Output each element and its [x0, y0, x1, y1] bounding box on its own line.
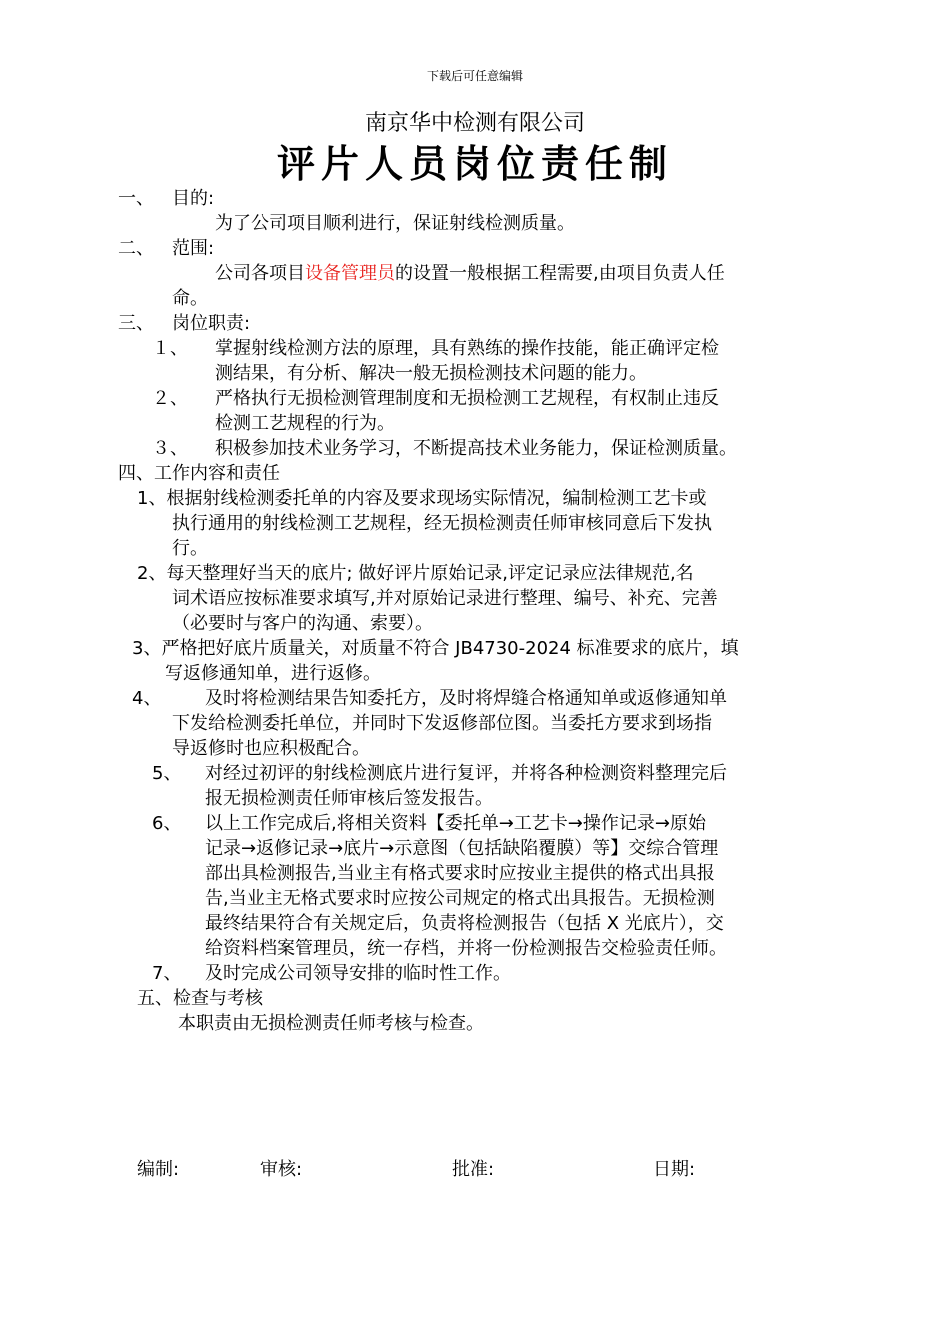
section-1-text: 为了公司项目顺利进行，保证射线检测质量。	[215, 213, 575, 234]
duty-1-number: １、	[152, 338, 188, 359]
work-4-number: 4、	[132, 688, 162, 709]
work-7-number: 7、	[152, 963, 182, 984]
work-1-line3: 行。	[172, 538, 208, 559]
work-5-number: 5、	[152, 763, 182, 784]
reviewed-by-label: 审核:	[260, 1159, 303, 1180]
section-2-text	[215, 262, 725, 286]
work-4-line2: 下发给检测委托单位，并同时下发返修部位图。当委托方要求到场指	[172, 713, 712, 734]
compiled-by-label: 编制:	[137, 1159, 180, 1180]
work-1-line2: 执行通用的射线检测工艺规程，经无损检测责任师审核同意后下发执	[172, 513, 712, 534]
section-1-heading: 目的:	[172, 188, 215, 209]
section-1-number: 一、	[118, 188, 154, 209]
work-3-line2: 写返修通知单，进行返修。	[165, 663, 381, 684]
duty-2-number: ２、	[152, 388, 188, 409]
work-2-line1: 2、每天整理好当天的底片; 做好评片原始记录,评定记录应法律规范,名	[137, 563, 694, 584]
approved-by-label: 批准:	[452, 1159, 495, 1180]
section-2-text-after: 的设置一般根据工程需要,由项目负责人任	[395, 263, 725, 284]
section-3-heading: 岗位职责:	[172, 313, 251, 334]
duty-3-line1: 积极参加技术业务学习，不断提高技术业务能力，保证检测质量。	[215, 438, 737, 459]
work-6-number: 6、	[152, 813, 182, 834]
section-4-heading: 四、工作内容和责任	[118, 463, 280, 484]
document-title: 评片人员岗位责任制	[276, 141, 673, 186]
section-5-heading: 五、检查与考核	[137, 988, 263, 1009]
work-5-line1: 对经过初评的射线检测底片进行复评，并将各种检测资料整理完后	[205, 763, 727, 784]
work-6-line1: 以上工作完成后,将相关资料【委托单→工艺卡→操作记录→原始	[205, 813, 706, 834]
duty-3-number: ３、	[152, 438, 188, 459]
work-2-line2: 词术语应按标准要求填写,并对原始记录进行整理、编号、补充、完善	[172, 588, 718, 609]
section-2-number: 二、	[118, 238, 154, 259]
section-2-text-before: 公司各项目	[215, 263, 305, 284]
work-3-line1: 3、严格把好底片质量关，对质量不符合 JB4730-2024 标准要求的底片，填	[132, 638, 739, 659]
work-4-line3: 导返修时也应积极配合。	[172, 738, 370, 759]
duty-2-line2: 检测工艺规程的行为。	[215, 413, 395, 434]
work-4-line1: 及时将检测结果告知委托方，及时将焊缝合格通知单或返修通知单	[205, 688, 727, 709]
duty-1-line2: 测结果，有分析、解决一般无损检测技术问题的能力。	[215, 363, 647, 384]
duty-2-line1: 严格执行无损检测管理制度和无损检测工艺规程，有权制止违反	[215, 388, 719, 409]
work-6-line5: 最终结果符合有关规定后，负责将检测报告（包括 X 光底片），交	[205, 913, 724, 934]
section-2-text-line2: 命。	[172, 288, 208, 309]
equipment-manager-highlight: 设备管理员	[305, 263, 395, 284]
work-2-line3: （必要时与客户的沟通、索要）。	[172, 613, 433, 634]
header-note: 下载后可任意编辑	[426, 69, 523, 83]
section-5-text: 本职责由无损检测责任师考核与检查。	[178, 1013, 484, 1034]
work-6-line3: 部出具检测报告,当业主有格式要求时应按业主提供的格式出具报	[205, 863, 715, 884]
company-name: 南京华中检测有限公司	[364, 111, 585, 136]
work-6-line6: 给资料档案管理员，统一存档，并将一份检测报告交检验责任师。	[205, 938, 727, 959]
section-3-number: 三、	[118, 313, 154, 334]
work-5-line2: 报无损检测责任师审核后签发报告。	[205, 788, 493, 809]
duty-1-line1: 掌握射线检测方法的原理，具有熟练的操作技能，能正确评定检	[215, 338, 719, 359]
work-1-line1: 1、根据射线检测委托单的内容及要求现场实际情况，编制检测工艺卡或	[137, 488, 707, 509]
date-label: 日期:	[653, 1159, 696, 1180]
section-2-heading: 范围:	[172, 238, 215, 259]
work-7-line1: 及时完成公司领导安排的临时性工作。	[205, 963, 511, 984]
work-6-line4: 告,当业主无格式要求时应按公司规定的格式出具报告。无损检测	[205, 888, 715, 909]
work-6-line2: 记录→返修记录→底片→示意图（包括缺陷覆膜）等】交综合管理	[205, 838, 719, 859]
